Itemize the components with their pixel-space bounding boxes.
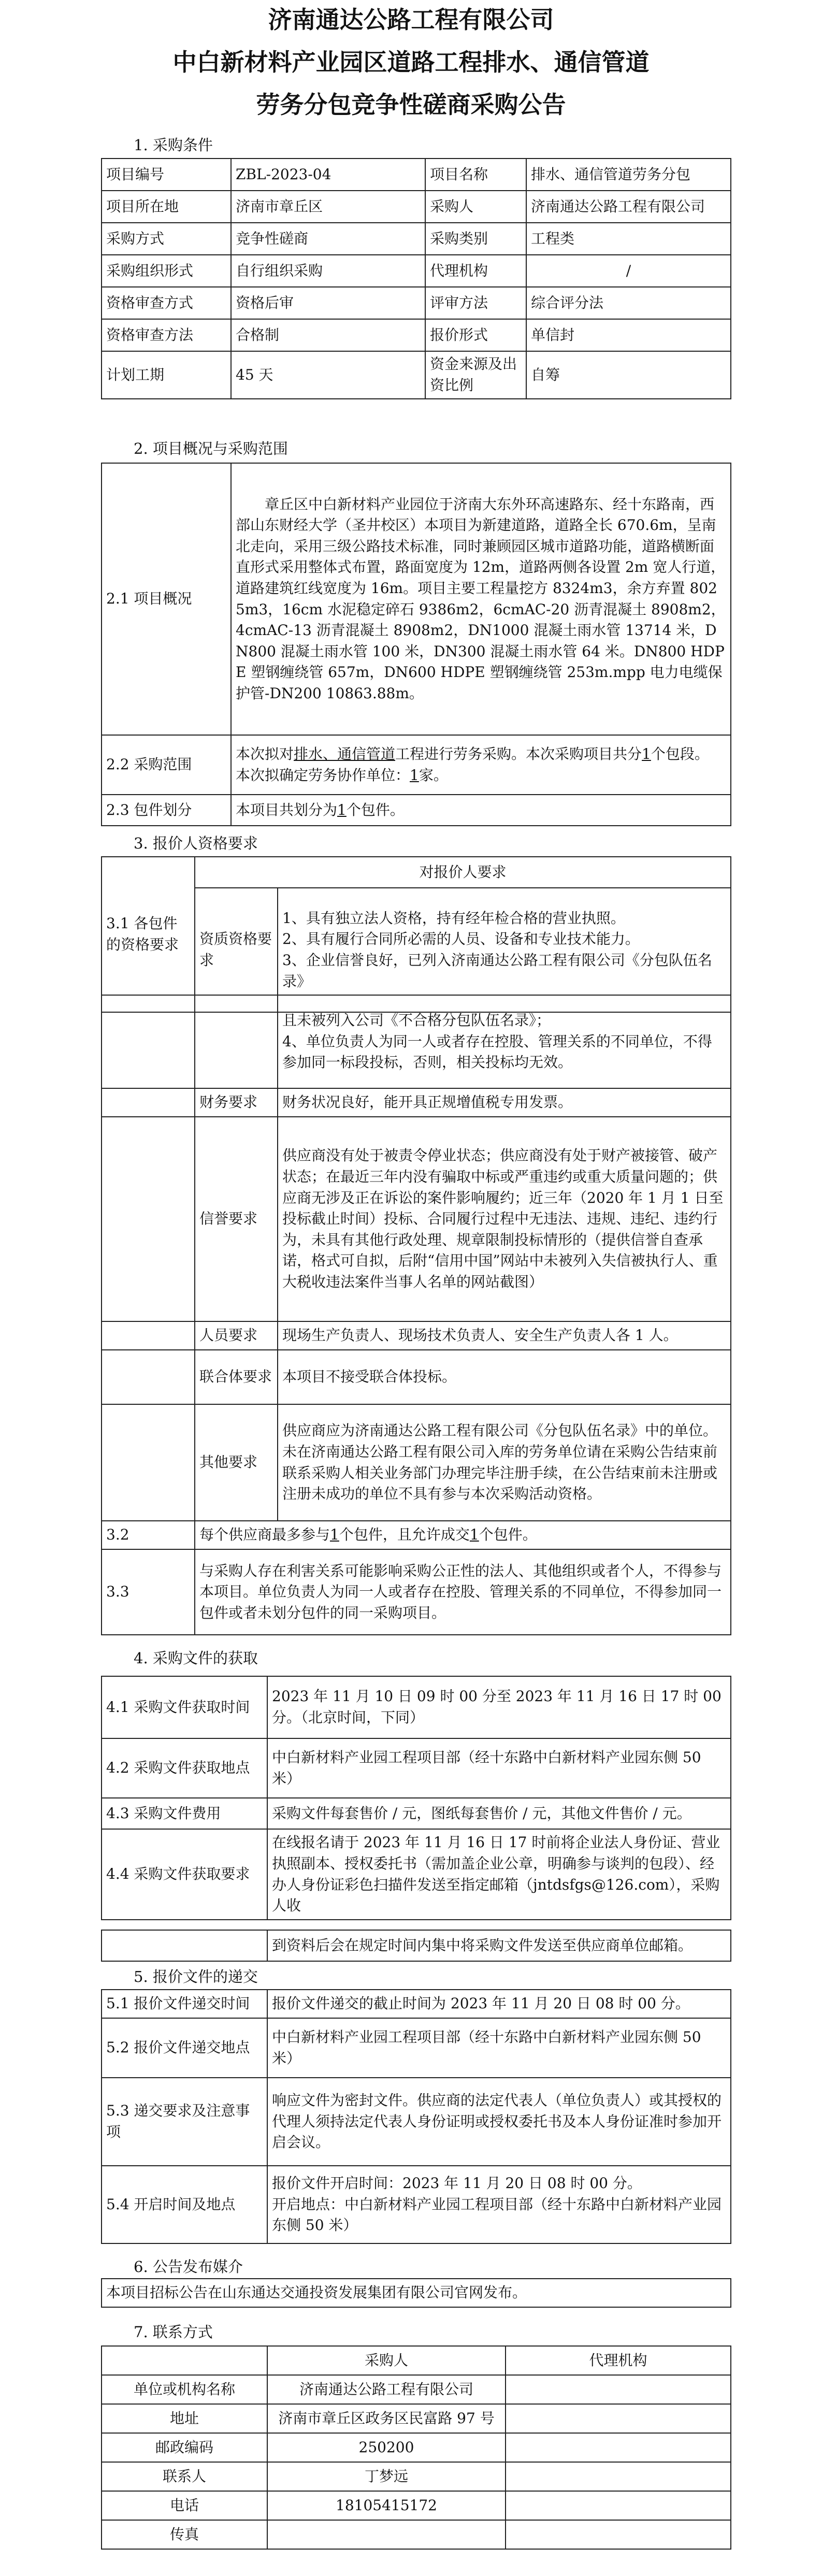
label-cell: 采购组织形式 [102, 255, 231, 287]
table-row [102, 351, 731, 399]
list-item: 2、具有履行合同所必需的人员、设备和专业技术能力。 [282, 930, 640, 948]
label-cell: 4.3 采购文件费用 [102, 1798, 267, 1829]
text-fragment: 个包件。 [479, 1526, 537, 1544]
value-cell [267, 2166, 731, 2243]
table-row [102, 2520, 731, 2549]
column-header: 采购人 [267, 2346, 506, 2375]
empty-cell [102, 1117, 195, 1321]
table-row [102, 2346, 731, 2375]
label-cell: 计划工期 [102, 351, 231, 399]
value-cell [195, 1521, 731, 1549]
list-item: 4、单位负责人为同一人或者存在控股、管理关系的不同单位，不得参加同一标段投标，否则，相关投标均无效。 [282, 1032, 712, 1071]
value-cell: 综合评分法 [526, 287, 731, 319]
list-item: 且未被列入公司《不合格分包队伍名录》； [282, 1012, 551, 1029]
value-cell: 18105415172 [267, 2491, 506, 2520]
document-acquisition-table [101, 1676, 731, 1920]
value-cell: 现场生产负责人、现场技术负责人、安全生产负责人各 1 人。 [278, 1321, 731, 1350]
value-cell: 资格后审 [231, 287, 425, 319]
value-cell: 单信封 [526, 319, 731, 351]
table-row [102, 735, 731, 795]
label-cell: 4.4 采购文件获取要求 [102, 1829, 267, 1920]
label-cell: 传真 [102, 2520, 267, 2549]
empty-cell [506, 2462, 731, 2491]
table-row [102, 1549, 731, 1635]
value-cell: ZBL-2023-04 [231, 159, 425, 191]
submission-table [101, 1989, 731, 2244]
section-4-heading: 4. 采购文件的获取 [134, 1649, 258, 1667]
table-row [102, 2279, 731, 2307]
value-cell: 济南市章丘区政务区民富路 97 号 [267, 2404, 506, 2433]
package-division-text [231, 795, 731, 826]
table-row [102, 1990, 731, 2018]
value-cell: 在线报名请于 2023 年 11 月 16 日 17 时前将企业法人身份证、营业执照副本、授权委托书（需加盖企业公章，明确参与谈判的包段）、经办人身份证彩色扫描件发送至指定邮箱（jntdsfgs@126.com），采购人收 [267, 1829, 731, 1920]
empty-cell [102, 995, 195, 1088]
table-row [102, 1404, 731, 1521]
label-cell: 其他要求 [195, 1404, 278, 1521]
text-fragment: 本次拟对 [236, 745, 294, 762]
label-cell: 5.4 开启时间及地点 [102, 2166, 267, 2243]
requirement-header: 对报价人要求 [195, 857, 731, 888]
empty-cell [195, 995, 278, 1088]
qualification-list [278, 888, 731, 1012]
filled-blank: 1 [410, 766, 419, 784]
column-header: 代理机构 [506, 2346, 731, 2375]
label-cell: 单位或机构名称 [102, 2375, 267, 2404]
qualification-table-part2 [101, 995, 731, 1635]
empty-cell [102, 1321, 195, 1350]
table-row [102, 1738, 731, 1798]
empty-cell [102, 2346, 267, 2375]
title-notice: 劳务分包竞争性磋商采购公告 [256, 91, 566, 119]
opening-location: 开启地点：中白新材料产业园工程项目部（经十东路中白新材料产业园东侧 50 米） [272, 2195, 722, 2234]
section-1-heading: 1. 采购条件 [134, 136, 213, 154]
value-cell: 中白新材料产业园工程项目部（经十东路中白新材料产业园东侧 50 米） [267, 1738, 731, 1798]
label-cell: 信誉要求 [195, 1117, 278, 1321]
value-cell: 采购文件每套售价 / 元，图纸每套售价 / 元，其他文件售价 / 元。 [267, 1798, 731, 1829]
list-item: 3、企业信誉良好，已列入济南通达公路工程有限公司《分包队伍名录》 [282, 952, 712, 990]
table-row [102, 2462, 731, 2491]
title-project: 中白新材料产业园区道路工程排水、通信管道 [172, 48, 650, 76]
label-cell: 采购类别 [425, 223, 526, 255]
value-cell: 2023 年 11 月 10 日 09 时 00 分至 2023 年 11 月 16 日 17 时 00 分。（北京时间，下同） [267, 1676, 731, 1738]
table-row [102, 795, 731, 826]
table-row [102, 888, 731, 1012]
table-row [102, 255, 731, 287]
text-fragment: 个包件。 [346, 801, 405, 818]
media-table [101, 2278, 731, 2308]
table-row [102, 2404, 731, 2433]
table-row [102, 1350, 731, 1404]
table-row [102, 1829, 731, 1920]
label-cell: 项目名称 [425, 159, 526, 191]
value-cell: 济南通达公路工程有限公司 [526, 191, 731, 223]
filled-blank: 1 [337, 801, 347, 818]
label-cell: 5.1 报价文件递交时间 [102, 1990, 267, 2018]
label-cell: 财务要求 [195, 1088, 278, 1117]
label-cell: 报价形式 [425, 319, 526, 351]
label-cell: 联合体要求 [195, 1350, 278, 1404]
table-row [102, 1117, 731, 1321]
text-fragment: 工程进行劳务采购。本次采购项目共分 [395, 745, 642, 762]
filled-blank: 1 [642, 745, 651, 762]
empty-cell [102, 1350, 195, 1404]
value-cell: 济南市章丘区 [231, 191, 425, 223]
label-cell: 项目所在地 [102, 191, 231, 223]
label-cell: 人员要求 [195, 1321, 278, 1350]
label-cell: 资金来源及出资比例 [425, 351, 526, 399]
label-cell: 3.1 各包件的资格要求 [102, 857, 195, 1012]
label-cell: 评审方法 [425, 287, 526, 319]
table-row [102, 2078, 731, 2166]
table-row [102, 1676, 731, 1738]
value-cell: 工程类 [526, 223, 731, 255]
value-cell: 自筹 [526, 351, 731, 399]
table-row [102, 287, 731, 319]
procurement-scope-text [231, 735, 731, 795]
filled-blank: 排水、通信管道 [294, 745, 396, 762]
empty-cell [506, 2433, 731, 2462]
value-cell: 响应文件为密封文件。供应商的法定代表人（单位负责人）或其授权的代理人须持法定代表人身份证明或授权委托书及本人身份证准时参加开启会议。 [267, 2078, 731, 2166]
label-cell: 邮政编码 [102, 2433, 267, 2462]
filled-blank: 1 [330, 1526, 339, 1544]
qualification-continued [278, 995, 731, 1088]
empty-cell [506, 2520, 731, 2549]
label-cell: 4.2 采购文件获取地点 [102, 1738, 267, 1798]
label-cell: 采购人 [425, 191, 526, 223]
text-fragment: 每个供应商最多参与 [199, 1526, 330, 1544]
label-cell: 采购方式 [102, 223, 231, 255]
empty-cell [506, 2491, 731, 2520]
label-cell: 资质资格要求 [195, 888, 278, 1012]
table-row [102, 1321, 731, 1350]
value-cell: 45 天 [231, 351, 425, 399]
value-cell: 合格制 [231, 319, 425, 351]
table-row [102, 1930, 731, 1961]
label-cell: 资格审查方式 [102, 287, 231, 319]
table-row [102, 1521, 731, 1549]
project-overview-table [101, 463, 731, 826]
table-row [102, 857, 731, 888]
empty-cell [506, 2404, 731, 2433]
value-cell: 到资料后会在规定时间内集中将采购文件发送至供应商单位邮箱。 [267, 1930, 731, 1961]
empty-cell [506, 2375, 731, 2404]
label-cell: 5.2 报价文件递交地点 [102, 2018, 267, 2078]
table-row [102, 159, 731, 191]
value-cell: 报价文件递交的截止时间为 2023 年 11 月 20 日 08 时 00 分。 [267, 1990, 731, 2018]
table-row [102, 2018, 731, 2078]
empty-cell [102, 1088, 195, 1117]
label-cell: 资格审查方法 [102, 319, 231, 351]
table-row [102, 191, 731, 223]
table-row [102, 463, 731, 735]
qualification-table-part1 [101, 856, 731, 1013]
section-2-heading: 2. 项目概况与采购范围 [134, 440, 288, 457]
label-cell: 地址 [102, 2404, 267, 2433]
table-row [102, 319, 731, 351]
label-cell: 4.1 采购文件获取时间 [102, 1676, 267, 1738]
label-cell: 2.1 项目概况 [102, 463, 231, 735]
text-fragment: 个包件，且允许成交 [339, 1526, 470, 1544]
value-cell: 供应商没有处于被责令停业状态；供应商没有处于财产被接管、破产状态；在最近三年内没有骗取中标或严重违约或重大质量问题的；供应商无涉及正在诉讼的案件影响履约；近三年（2020 年 1 月 1 日至投标截止时间）投标、合同履行过程中无违法、违规、违纪、违约行为，未具有其他行政处理、规章限制投标情形的（提供信誉自查承诺，格式可自拟，后附“信用中国”网站中未被列入失信被执行人、重大税收违法案件当事人名单的网站截图） [278, 1117, 731, 1321]
label-cell: 代理机构 [425, 255, 526, 287]
project-overview-text: 章丘区中白新材料产业园位于济南大东外环高速路东、经十东路南，西部山东财经大学（圣井校区）本项目为新建道路，道路全长 670.6m，呈南北走向，采用三级公路技术标准，同时兼顾园区城市道路功能，道路横断面直形式采用整体式布置，路面宽度为 12m，道路两侧各设置 2m 宽人行道，道路建筑红线宽度为 16m。项目主要工程量挖方 8324m3，余方弃置 8025m3，16cm 水泥稳定碎石 9386m2，6cmAC-20 沥青混凝土 8908m2，4cmAC-13 沥青混凝土 8908m2，DN1000 混凝土雨水管 13714 米，DN800 混凝土雨水管 100 米，DN300 混凝土雨水管 64 米。DN800 HDPE 塑钢缠绕管 657m，DN600 HDPE 塑钢缠绕管 253m.mpp 电力电缆保护管-DN200 10863.88m。 [231, 463, 731, 735]
opening-time: 报价文件开启时间：2023 年 11 月 20 日 08 时 00 分。 [272, 2175, 642, 2192]
text-fragment: 个包段。 [651, 745, 709, 762]
table-row [102, 995, 731, 1088]
section-7-heading: 7. 联系方式 [134, 2323, 213, 2341]
table-row [102, 223, 731, 255]
value-cell: 丁梦远 [267, 2462, 506, 2491]
label-cell: 3.2 [102, 1521, 195, 1549]
label-cell: 3.3 [102, 1549, 195, 1635]
title-company: 济南通达公路工程有限公司 [268, 6, 554, 34]
value-cell: 本项目不接受联合体投标。 [278, 1350, 731, 1404]
section-5-heading: 5. 报价文件的递交 [134, 1968, 258, 1985]
section-6-heading: 6. 公告发布媒介 [134, 2258, 243, 2276]
table-row [102, 2166, 731, 2243]
label-cell: 2.2 采购范围 [102, 735, 231, 795]
document-acquisition-table-continued [101, 1930, 731, 1962]
value-cell: 中白新材料产业园工程项目部（经十东路中白新材料产业园东侧 50 米） [267, 2018, 731, 2078]
empty-cell [102, 1930, 267, 1961]
table-row [102, 1088, 731, 1117]
value-cell: 济南通达公路工程有限公司 [267, 2375, 506, 2404]
filled-blank: 1 [469, 1526, 479, 1544]
value-cell: 与采购人存在利害关系可能影响采购公正性的法人、其他组织或者个人，不得参与本项目。单位负责人为同一人或者存在控股、管理关系的不同单位，不得参加同一包件或者未划分包件的同一采购项目。 [195, 1549, 731, 1635]
empty-cell [102, 1404, 195, 1521]
contact-table [101, 2345, 731, 2550]
list-item: 1、具有独立法人资格，持有经年检合格的营业执照。 [282, 909, 625, 927]
table-row [102, 1798, 731, 1829]
text-fragment: 本项目共划分为 [236, 801, 338, 818]
value-cell: 排水、通信管道劳务分包 [526, 159, 731, 191]
table-row [102, 2433, 731, 2462]
text-fragment: 本次拟确定劳务协作单位： [236, 766, 410, 784]
table-row [102, 2375, 731, 2404]
label-cell: 2.3 包件划分 [102, 795, 231, 826]
procurement-conditions-table [101, 158, 731, 399]
value-cell [267, 2520, 506, 2549]
label-cell: 5.3 递交要求及注意事项 [102, 2078, 267, 2166]
section-3-heading: 3. 报价人资格要求 [134, 834, 258, 852]
value-cell: 自行组织采购 [231, 255, 425, 287]
table-row [102, 2491, 731, 2520]
value-cell: 供应商应为济南通达公路工程有限公司《分包队伍名录》中的单位。未在济南通达公路工程有限公司入库的劳务单位请在采购公告结束前联系采购人相关业务部门办理完毕注册手续，在公告结束前未注册或注册未成功的单位不具有参与本次采购活动资格。 [278, 1404, 731, 1521]
label-cell: 联系人 [102, 2462, 267, 2491]
value-cell: 250200 [267, 2433, 506, 2462]
label-cell: 项目编号 [102, 159, 231, 191]
value-cell: 财务状况良好，能开具正规增值税专用发票。 [278, 1088, 731, 1117]
text-fragment: 家。 [419, 766, 448, 784]
value-cell: 本项目招标公告在山东通达交通投资发展集团有限公司官网发布。 [102, 2279, 731, 2307]
label-cell: 电话 [102, 2491, 267, 2520]
value-cell: / [526, 255, 731, 287]
value-cell: 竞争性磋商 [231, 223, 425, 255]
